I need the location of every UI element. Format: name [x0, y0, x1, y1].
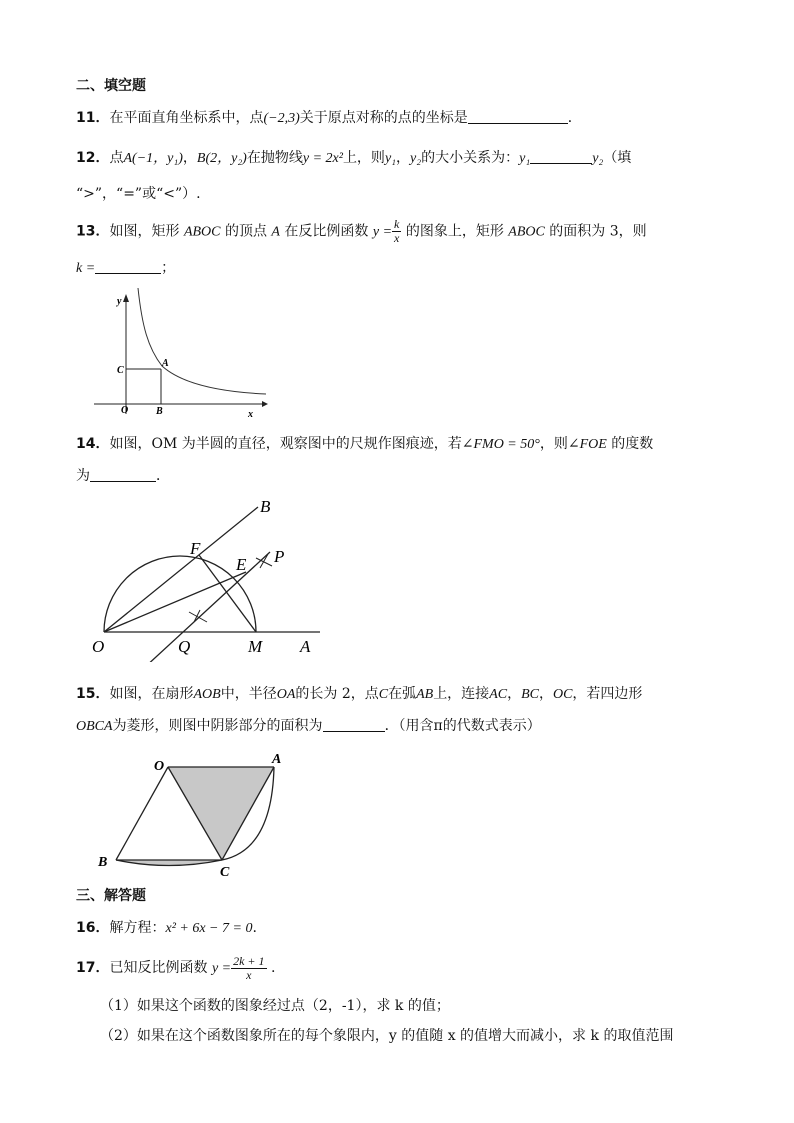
q12-t3: 在抛物线	[246, 150, 303, 166]
label-M: M	[248, 637, 263, 656]
q12-y1b: y₁	[519, 151, 531, 166]
q15-line2-t2: ．（用含π的代数式表示）	[384, 718, 541, 734]
q14-t1: 如图，OM 为半圆的直径，观察图中的尺规作图痕迹，若	[109, 436, 462, 452]
q12-y2: y₂	[410, 151, 422, 166]
answer-blank[interactable]	[468, 109, 568, 124]
q15-t7: ，	[538, 686, 553, 702]
q14-line2-end: ．	[156, 468, 170, 484]
q13-fraction	[392, 218, 401, 245]
q15-t6: ，	[507, 686, 522, 702]
q11-end: ．	[567, 110, 582, 126]
question-11	[76, 108, 734, 129]
label-B: B	[156, 406, 163, 417]
q14-angle-foe: ∠FOE	[567, 437, 607, 452]
q15-ab: AB	[416, 687, 434, 702]
x-axis-arrow	[262, 401, 268, 407]
q15-obca: OBCA	[76, 719, 113, 734]
construction-mark-upper	[256, 554, 272, 568]
ray-OB	[104, 507, 258, 632]
label-F: F	[190, 539, 201, 558]
q15-t5: 上，连接	[433, 686, 490, 702]
answer-blank[interactable]	[95, 259, 161, 274]
q13-t3: 在反比例函数	[284, 223, 369, 240]
q12-t6: 的大小关系为：	[421, 150, 520, 166]
question-17-part-2: （2）如果在这个函数图象所在的每个象限内，y 的值随 x 的值增大而减小，求 k 的取值范围	[100, 1028, 674, 1044]
question-14	[76, 434, 734, 455]
q14-figure-semicircle	[88, 492, 328, 662]
q15-t3: 的长为 2，点	[295, 686, 379, 702]
q14-angle-fmo: ∠FMO = 50°	[461, 437, 540, 452]
answer-blank[interactable]	[323, 717, 385, 732]
frac-numerator: k	[394, 217, 400, 231]
frac-denominator: x	[394, 231, 400, 245]
question-number: 14．	[76, 436, 110, 452]
semicircle-arc	[104, 556, 256, 632]
q14-t3: 的度数	[611, 436, 654, 452]
q12-point-a: A(−1，y₁)	[123, 151, 183, 166]
question-15-line2	[76, 716, 734, 737]
q12-parabola: y = 2x²	[302, 151, 343, 166]
q15-t2: 中，半径	[220, 686, 277, 702]
side-OB	[116, 767, 168, 860]
q16-end: .	[252, 920, 257, 936]
q14-t2: ，则	[539, 436, 568, 452]
q17-y-eq: y =	[211, 961, 232, 976]
q15-oa: OA	[276, 687, 296, 702]
question-12-line2: “>”，“=”或“<”）.	[76, 186, 201, 202]
q13-y-eq: y =	[372, 224, 393, 240]
q12-t2: ，	[182, 150, 197, 166]
question-number: 11．	[76, 110, 110, 126]
q13-k: k =	[76, 261, 96, 276]
q16-equation: x² + 6x − 7 = 0	[165, 921, 253, 936]
q12-t5: ，	[396, 150, 411, 166]
question-15	[76, 684, 734, 705]
label-A: A	[162, 358, 169, 369]
q14-line2-start: 为	[76, 468, 90, 484]
segment-FM	[199, 555, 256, 632]
q12-t1: 点	[109, 150, 124, 166]
label-B: B	[98, 855, 108, 870]
q13-rect2: ABOC	[508, 224, 545, 240]
label-B: B	[260, 497, 271, 516]
q11-point: (−2,3)	[263, 111, 300, 126]
q15-oc: OC	[552, 687, 573, 702]
ray-OE	[104, 572, 246, 632]
q12-y2b: y₂	[592, 151, 604, 166]
question-12	[76, 148, 734, 169]
q17-t1: 已知反比例函数	[109, 960, 208, 976]
shaded-triangle-OAC	[168, 767, 274, 860]
q13-rect: ABOC	[183, 224, 221, 240]
q17-end: .	[271, 960, 276, 976]
section-heading-solve: 三、解答题	[76, 888, 146, 904]
q15-bc: BC	[521, 687, 539, 702]
question-17	[76, 954, 734, 983]
answer-blank[interactable]	[530, 149, 592, 164]
label-C: C	[220, 865, 230, 880]
label-E: E	[236, 555, 247, 574]
label-A: A	[272, 752, 282, 767]
q11-text-b: 关于原点对称的点的坐标是	[299, 110, 468, 126]
question-number: 12．	[76, 150, 110, 166]
label-C: C	[117, 365, 124, 376]
frac-numerator: 2k + 1	[233, 953, 265, 968]
label-y: y	[117, 296, 122, 307]
q13-figure-hyperbola	[90, 286, 270, 422]
frac-denominator: x	[246, 967, 252, 982]
q16-t1: 解方程：	[109, 920, 166, 936]
q12-point-b: B(2，y₂)	[196, 151, 247, 166]
question-16	[76, 918, 734, 939]
q15-ac: AC	[489, 687, 508, 702]
q17-fraction	[231, 955, 266, 982]
q15-aob: AOB	[193, 687, 221, 702]
question-number: 15．	[76, 686, 110, 702]
label-O: O	[121, 405, 129, 416]
q13-t1: 如图，矩形	[109, 223, 180, 240]
question-number: 16．	[76, 920, 110, 936]
question-number: 13．	[76, 223, 110, 240]
hyperbola-curve	[138, 288, 266, 394]
q13-t4: 的图象上，矩形	[405, 223, 504, 240]
label-Q: Q	[178, 637, 191, 656]
q11-text-a: 在平面直角坐标系中，点	[109, 110, 264, 126]
question-17-part-1: （1）如果这个函数的图象经过点（2，-1），求 k 的值；	[100, 998, 450, 1014]
question-13	[76, 218, 734, 246]
q15-t4: 在弧	[388, 686, 417, 702]
q13-end: ；	[161, 260, 176, 276]
question-14-line2	[76, 466, 734, 486]
q15-c: C	[378, 687, 389, 702]
question-number: 17．	[76, 960, 110, 976]
y-axis-arrow	[123, 294, 129, 302]
q13-t5: 的面积为 3，则	[549, 223, 647, 240]
label-P: P	[274, 547, 285, 566]
label-O: O	[92, 637, 105, 656]
label-A: A	[300, 637, 311, 656]
q15-line2-t1: 为菱形，则图中阴影部分的面积为	[112, 718, 323, 734]
q12-t7: （填	[603, 150, 632, 166]
q15-figure-sector	[94, 750, 294, 882]
q15-t1: 如图，在扇形	[109, 686, 194, 702]
label-x: x	[248, 409, 253, 420]
q13-t2: 的顶点	[224, 223, 267, 240]
q15-t8: ，若四边形	[572, 686, 643, 702]
answer-blank[interactable]	[90, 467, 156, 482]
q12-t4: 上，则	[342, 150, 385, 166]
question-13-line2	[76, 258, 734, 279]
section-heading-fill-in: 二、填空题	[76, 78, 146, 94]
label-O: O	[154, 759, 165, 774]
q13-a: A	[271, 224, 280, 240]
q12-y1: y₁	[384, 151, 397, 166]
